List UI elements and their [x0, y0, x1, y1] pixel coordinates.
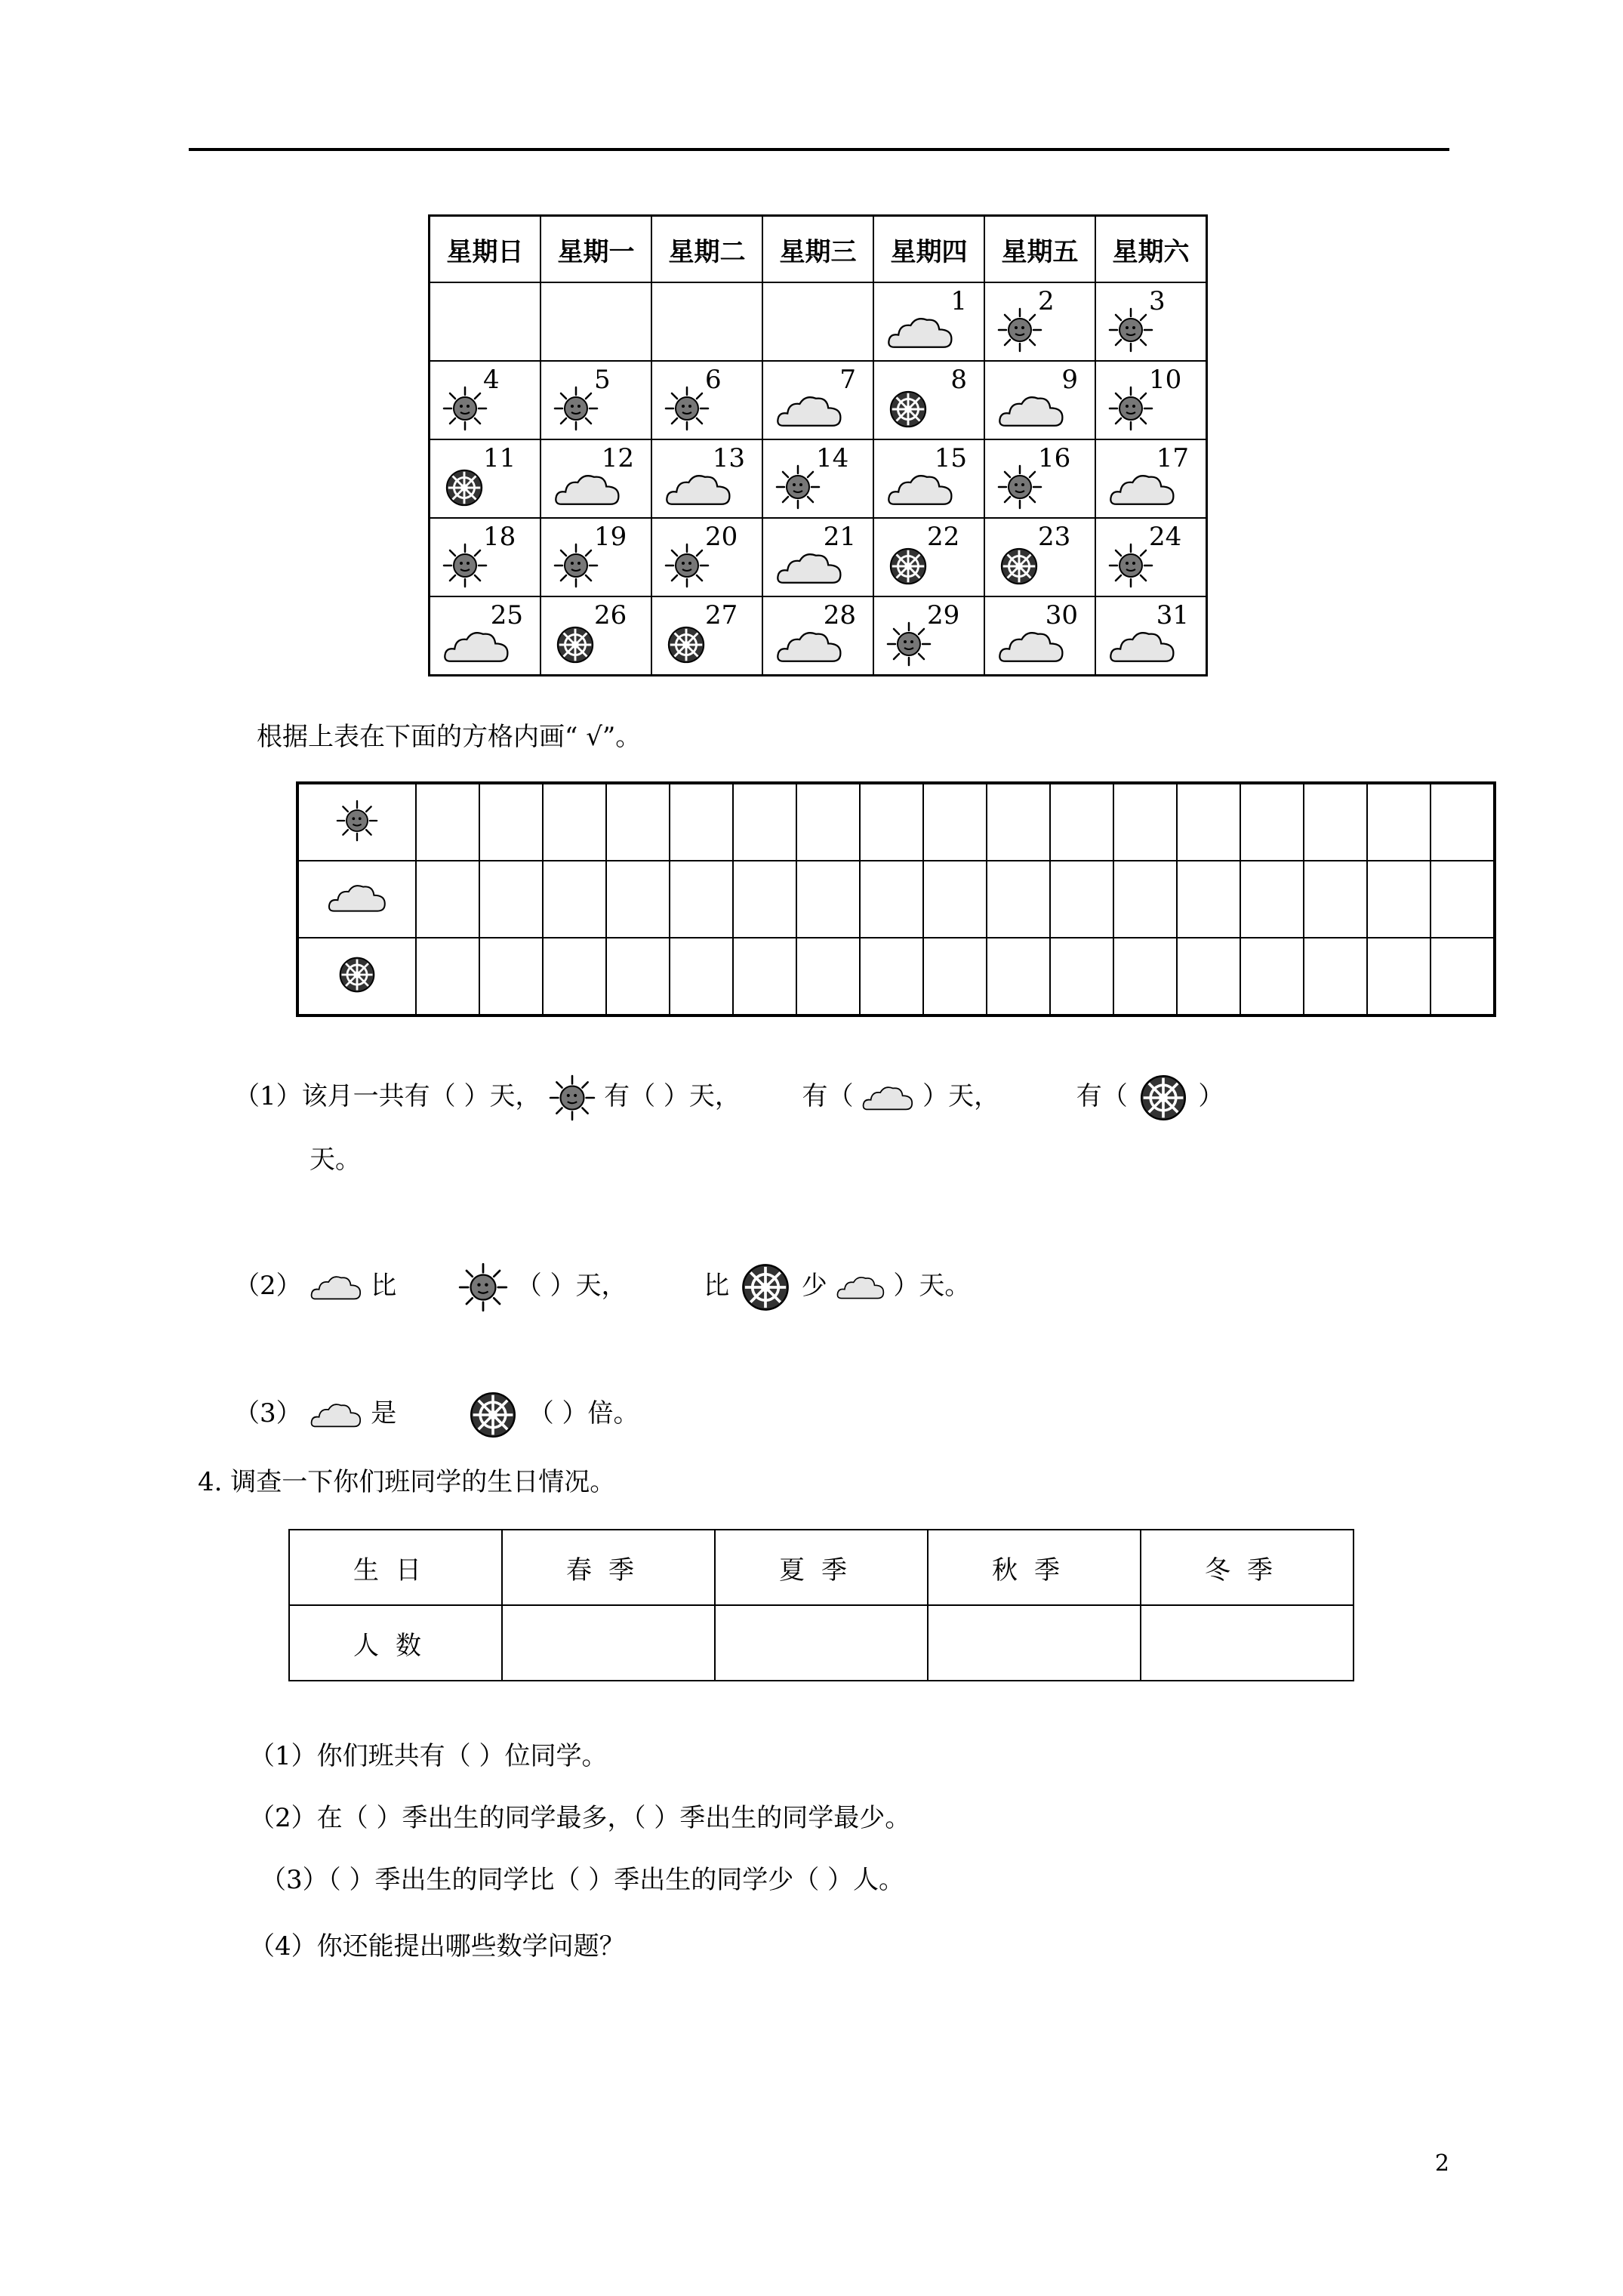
sun-icon — [336, 800, 378, 842]
calendar-day — [1095, 596, 1207, 676]
tally-cell[interactable] — [1431, 861, 1495, 938]
tally-cell[interactable] — [1240, 938, 1304, 1015]
weekday-header: 星期一 — [540, 216, 651, 283]
day-number: 23 — [1038, 522, 1071, 552]
day-number: 28 — [823, 600, 856, 630]
tally-cell[interactable] — [860, 861, 923, 938]
sun-icon — [553, 386, 599, 431]
cloud-icon — [442, 626, 510, 667]
question-2: （2） 比 （ ）天， 比 少 ）天。 — [234, 1259, 970, 1315]
calendar-day — [873, 282, 984, 361]
tally-grid[interactable] — [296, 781, 1496, 1017]
cloud-icon — [553, 469, 621, 510]
day-number: 5 — [594, 365, 611, 395]
header-winter: 冬季 — [1141, 1530, 1354, 1605]
tally-row-icon — [297, 861, 416, 938]
header-autumn: 秋季 — [928, 1530, 1141, 1605]
cloud-icon — [997, 626, 1065, 667]
snowflake-icon — [553, 623, 597, 667]
snowflake-icon — [886, 387, 930, 431]
day-number: 26 — [594, 600, 627, 630]
winter-count-cell[interactable] — [1141, 1605, 1354, 1681]
cloud-icon — [886, 312, 954, 353]
day-number: 11 — [483, 443, 516, 473]
day-number: 17 — [1156, 443, 1189, 473]
tally-cell[interactable] — [416, 861, 479, 938]
calendar-day — [762, 361, 873, 439]
tally-cell[interactable] — [1367, 861, 1431, 938]
spring-count-cell[interactable] — [502, 1605, 715, 1681]
calendar-day — [1095, 282, 1207, 361]
sun-icon — [664, 386, 710, 431]
calendar-day — [651, 518, 762, 596]
page-number: 2 — [1434, 2150, 1449, 2177]
calendar-day — [1095, 439, 1207, 518]
weekday-header: 星期日 — [430, 216, 541, 283]
snowflake-icon — [466, 1388, 520, 1442]
tally-cell[interactable] — [1177, 783, 1240, 861]
sun-icon — [553, 543, 599, 588]
tally-cell[interactable] — [923, 861, 987, 938]
tally-cell[interactable] — [1177, 861, 1240, 938]
day-number: 3 — [1149, 286, 1166, 316]
cloud-icon — [997, 390, 1065, 431]
tally-cell[interactable] — [1113, 783, 1177, 861]
autumn-count-cell[interactable] — [928, 1605, 1141, 1681]
weekday-header: 星期六 — [1095, 216, 1207, 283]
tally-cell[interactable] — [1240, 783, 1304, 861]
tally-cell[interactable] — [1304, 783, 1367, 861]
day-number: 24 — [1149, 522, 1182, 552]
calendar-day — [873, 439, 984, 518]
calendar-day — [873, 518, 984, 596]
tally-cell[interactable] — [1050, 861, 1113, 938]
tally-cell[interactable] — [796, 783, 860, 861]
tally-cell[interactable] — [543, 861, 606, 938]
calendar-day — [1095, 518, 1207, 596]
tally-cell[interactable] — [1367, 938, 1431, 1015]
sun-icon — [442, 386, 488, 431]
snowflake-icon — [738, 1259, 793, 1315]
sun-icon — [1108, 386, 1153, 431]
header-spring: 春季 — [502, 1530, 715, 1605]
calendar-day — [430, 439, 541, 518]
calendar-day — [984, 518, 1095, 596]
tally-cell[interactable] — [796, 861, 860, 938]
snowflake-icon — [997, 544, 1041, 588]
cloud-icon — [886, 469, 954, 510]
calendar-day — [540, 439, 651, 518]
tally-cell[interactable] — [1431, 783, 1495, 861]
question-4-2: （2）在（ ）季出生的同学最多，（ ）季出生的同学最少。 — [249, 1803, 911, 1833]
tally-cell[interactable] — [1367, 783, 1431, 861]
tally-cell[interactable] — [1050, 938, 1113, 1015]
day-number: 22 — [927, 522, 960, 552]
weekday-header: 星期五 — [984, 216, 1095, 283]
day-number: 12 — [601, 443, 634, 473]
day-number: 31 — [1156, 600, 1189, 630]
question-1-tail: 天。 — [310, 1145, 361, 1175]
calendar-day — [762, 282, 873, 361]
birthday-table — [288, 1529, 1354, 1681]
calendar-day — [430, 596, 541, 676]
question-1: （1）该月一共有（ ）天， 有（ ）天， 有（ ）天， 有（ ） — [234, 1071, 1224, 1125]
tally-cell[interactable] — [987, 783, 1050, 861]
summer-count-cell[interactable] — [715, 1605, 928, 1681]
tally-cell[interactable] — [1240, 861, 1304, 938]
calendar-day — [984, 361, 1095, 439]
sun-icon — [997, 307, 1042, 353]
weekday-header: 星期三 — [762, 216, 873, 283]
snowflake-icon — [442, 466, 486, 510]
tally-cell[interactable] — [860, 938, 923, 1015]
day-number: 9 — [1061, 365, 1078, 395]
section-4-title: 4. 调查一下你们班同学的生日情况。 — [198, 1467, 616, 1497]
sun-icon — [886, 621, 932, 667]
header-summer: 夏季 — [715, 1530, 928, 1605]
snowflake-icon — [1136, 1071, 1190, 1125]
tally-cell[interactable] — [1050, 783, 1113, 861]
calendar-day — [651, 282, 762, 361]
tally-cell[interactable] — [416, 938, 479, 1015]
cloud-icon — [1108, 626, 1176, 667]
tally-cell[interactable] — [923, 783, 987, 861]
day-number: 27 — [705, 600, 738, 630]
cloud-icon — [1108, 469, 1176, 510]
snowflake-icon — [336, 954, 378, 996]
day-number: 15 — [934, 443, 967, 473]
calendar-day — [984, 282, 1095, 361]
row-label-count: 人数 — [289, 1605, 502, 1681]
sun-icon — [549, 1074, 596, 1121]
tally-cell[interactable] — [1304, 938, 1367, 1015]
snowflake-icon — [664, 623, 708, 667]
calendar-day — [762, 518, 873, 596]
calendar-day — [540, 518, 651, 596]
tally-cell[interactable] — [1113, 861, 1177, 938]
cloud-icon — [327, 880, 387, 916]
calendar-day — [540, 282, 651, 361]
day-number: 13 — [712, 443, 745, 473]
tally-cell[interactable] — [606, 861, 670, 938]
day-number: 1 — [950, 286, 967, 316]
tally-cell[interactable] — [670, 938, 733, 1015]
day-number: 8 — [950, 365, 967, 395]
calendar-day — [651, 439, 762, 518]
tally-cell[interactable] — [987, 938, 1050, 1015]
day-number: 21 — [823, 522, 856, 552]
day-number: 25 — [490, 600, 523, 630]
calendar-day — [430, 361, 541, 439]
tally-cell[interactable] — [987, 861, 1050, 938]
cloud-icon — [775, 390, 843, 431]
snowflake-icon — [886, 544, 930, 588]
header-rule — [189, 148, 1449, 151]
calendar-day — [540, 361, 651, 439]
calendar-day — [540, 596, 651, 676]
day-number: 18 — [483, 522, 516, 552]
day-number: 29 — [927, 600, 960, 630]
calendar-day — [873, 361, 984, 439]
question-3: （3） 是 （ ）倍。 — [234, 1388, 639, 1442]
question-4-3: （3）（ ）季出生的同学比（ ）季出生的同学少（ ）人。 — [260, 1865, 905, 1895]
calendar-day — [984, 439, 1095, 518]
calendar-day — [762, 439, 873, 518]
tally-cell[interactable] — [1304, 861, 1367, 938]
day-number: 7 — [839, 365, 856, 395]
tally-cell[interactable] — [606, 938, 670, 1015]
weekday-header: 星期四 — [873, 216, 984, 283]
day-number: 16 — [1038, 443, 1071, 473]
day-number: 2 — [1038, 286, 1055, 316]
cloud-icon — [310, 1398, 362, 1432]
tally-cell[interactable] — [479, 783, 543, 861]
question-4-1: （1）你们班共有（ ）位同学。 — [249, 1741, 608, 1771]
tally-cell[interactable] — [733, 783, 796, 861]
tally-cell[interactable] — [606, 783, 670, 861]
calendar-day — [1095, 361, 1207, 439]
tally-cell[interactable] — [1431, 938, 1495, 1015]
calendar-day — [651, 361, 762, 439]
tally-cell[interactable] — [670, 783, 733, 861]
cloud-icon — [775, 626, 843, 667]
header-birthday: 生日 — [289, 1530, 502, 1605]
tally-cell[interactable] — [796, 938, 860, 1015]
tally-cell[interactable] — [1113, 938, 1177, 1015]
tally-cell[interactable] — [923, 938, 987, 1015]
tally-cell[interactable] — [543, 938, 606, 1015]
sun-icon — [458, 1262, 508, 1312]
sun-icon — [1108, 307, 1153, 353]
day-number: 4 — [483, 365, 500, 395]
weekday-header: 星期二 — [651, 216, 762, 283]
tally-cell[interactable] — [479, 861, 543, 938]
tally-row-icon — [297, 938, 416, 1015]
tally-cell[interactable] — [543, 783, 606, 861]
calendar-day — [762, 596, 873, 676]
day-number: 30 — [1045, 600, 1078, 630]
calendar-day — [430, 282, 541, 361]
sun-icon — [442, 543, 488, 588]
calendar-day — [873, 596, 984, 676]
calendar-day — [984, 596, 1095, 676]
day-number: 19 — [594, 522, 627, 552]
cloud-icon — [775, 547, 843, 588]
day-number: 20 — [705, 522, 738, 552]
tally-cell[interactable] — [1177, 938, 1240, 1015]
sun-icon — [1108, 543, 1153, 588]
day-number: 14 — [816, 443, 849, 473]
question-4-4: （4）你还能提出哪些数学问题？ — [249, 1931, 625, 1962]
sun-icon — [664, 543, 710, 588]
sun-icon — [997, 464, 1042, 510]
calendar-day — [651, 596, 762, 676]
cloud-icon — [861, 1082, 914, 1114]
instruction-text: 根据上表在下面的方格内画“ √”。 — [257, 722, 642, 752]
tally-cell[interactable] — [479, 938, 543, 1015]
day-number: 6 — [705, 365, 722, 395]
tally-cell[interactable] — [416, 783, 479, 861]
weather-calendar — [428, 214, 1208, 676]
tally-cell[interactable] — [733, 938, 796, 1015]
tally-cell[interactable] — [670, 861, 733, 938]
sun-icon — [775, 464, 821, 510]
cloud-icon — [836, 1271, 885, 1304]
cloud-icon — [310, 1270, 362, 1305]
tally-cell[interactable] — [733, 861, 796, 938]
cloud-icon — [664, 469, 732, 510]
calendar-day — [430, 518, 541, 596]
day-number: 10 — [1149, 365, 1182, 395]
tally-cell[interactable] — [860, 783, 923, 861]
tally-row-icon — [297, 783, 416, 861]
